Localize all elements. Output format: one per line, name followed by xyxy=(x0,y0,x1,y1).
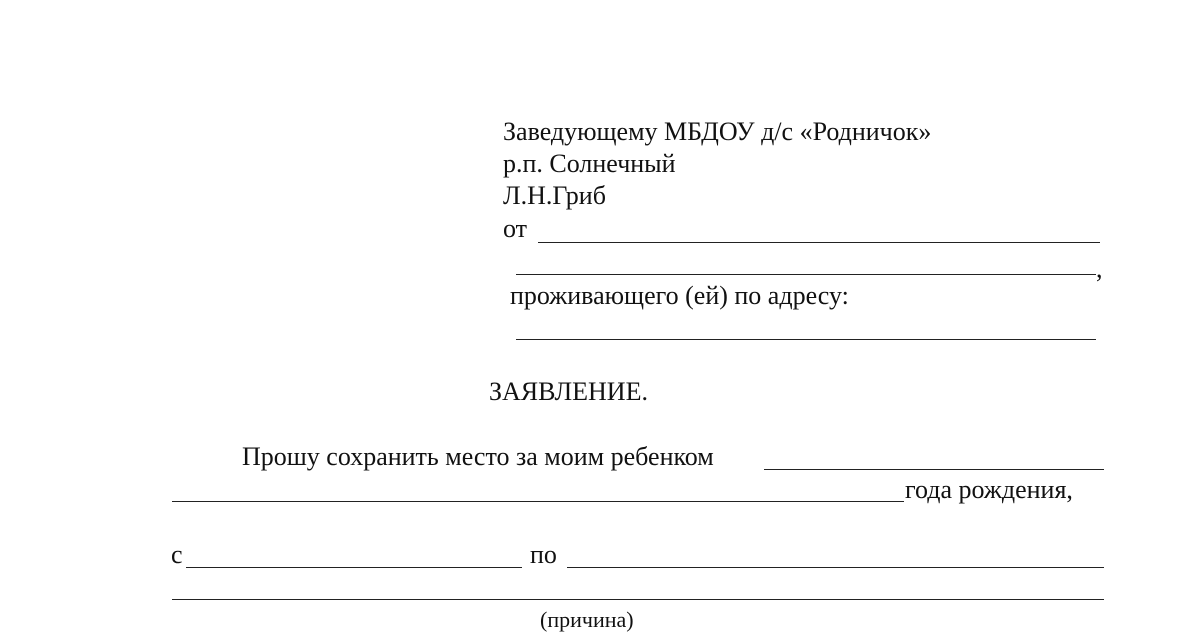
period-to-label: по xyxy=(530,540,557,569)
addressee-line-1: Заведующему МБДОУ д/с «Родничок» xyxy=(503,117,932,146)
comma-mark: , xyxy=(1096,254,1103,283)
address-field[interactable] xyxy=(516,339,1096,340)
document-title: ЗАЯВЛЕНИЕ. xyxy=(489,377,648,406)
period-to-field[interactable] xyxy=(567,567,1104,568)
request-text: Прошу сохранить место за моим ребенком xyxy=(242,442,714,471)
from-label: от xyxy=(503,214,528,243)
child-name-field[interactable] xyxy=(764,469,1104,470)
address-label: проживающего (ей) по адресу: xyxy=(510,281,849,310)
addressee-line-3: Л.Н.Гриб xyxy=(503,181,606,210)
reason-field[interactable] xyxy=(172,599,1104,600)
applicant-name-field[interactable] xyxy=(538,242,1100,243)
period-from-field[interactable] xyxy=(186,567,522,568)
applicant-name-field-2[interactable] xyxy=(516,274,1096,275)
birth-year-text: года рождения, xyxy=(905,475,1073,504)
addressee-line-2: р.п. Солнечный xyxy=(503,149,676,178)
child-name-field-2[interactable] xyxy=(172,501,904,502)
period-from-label: с xyxy=(171,540,183,569)
reason-caption: (причина) xyxy=(540,607,634,632)
